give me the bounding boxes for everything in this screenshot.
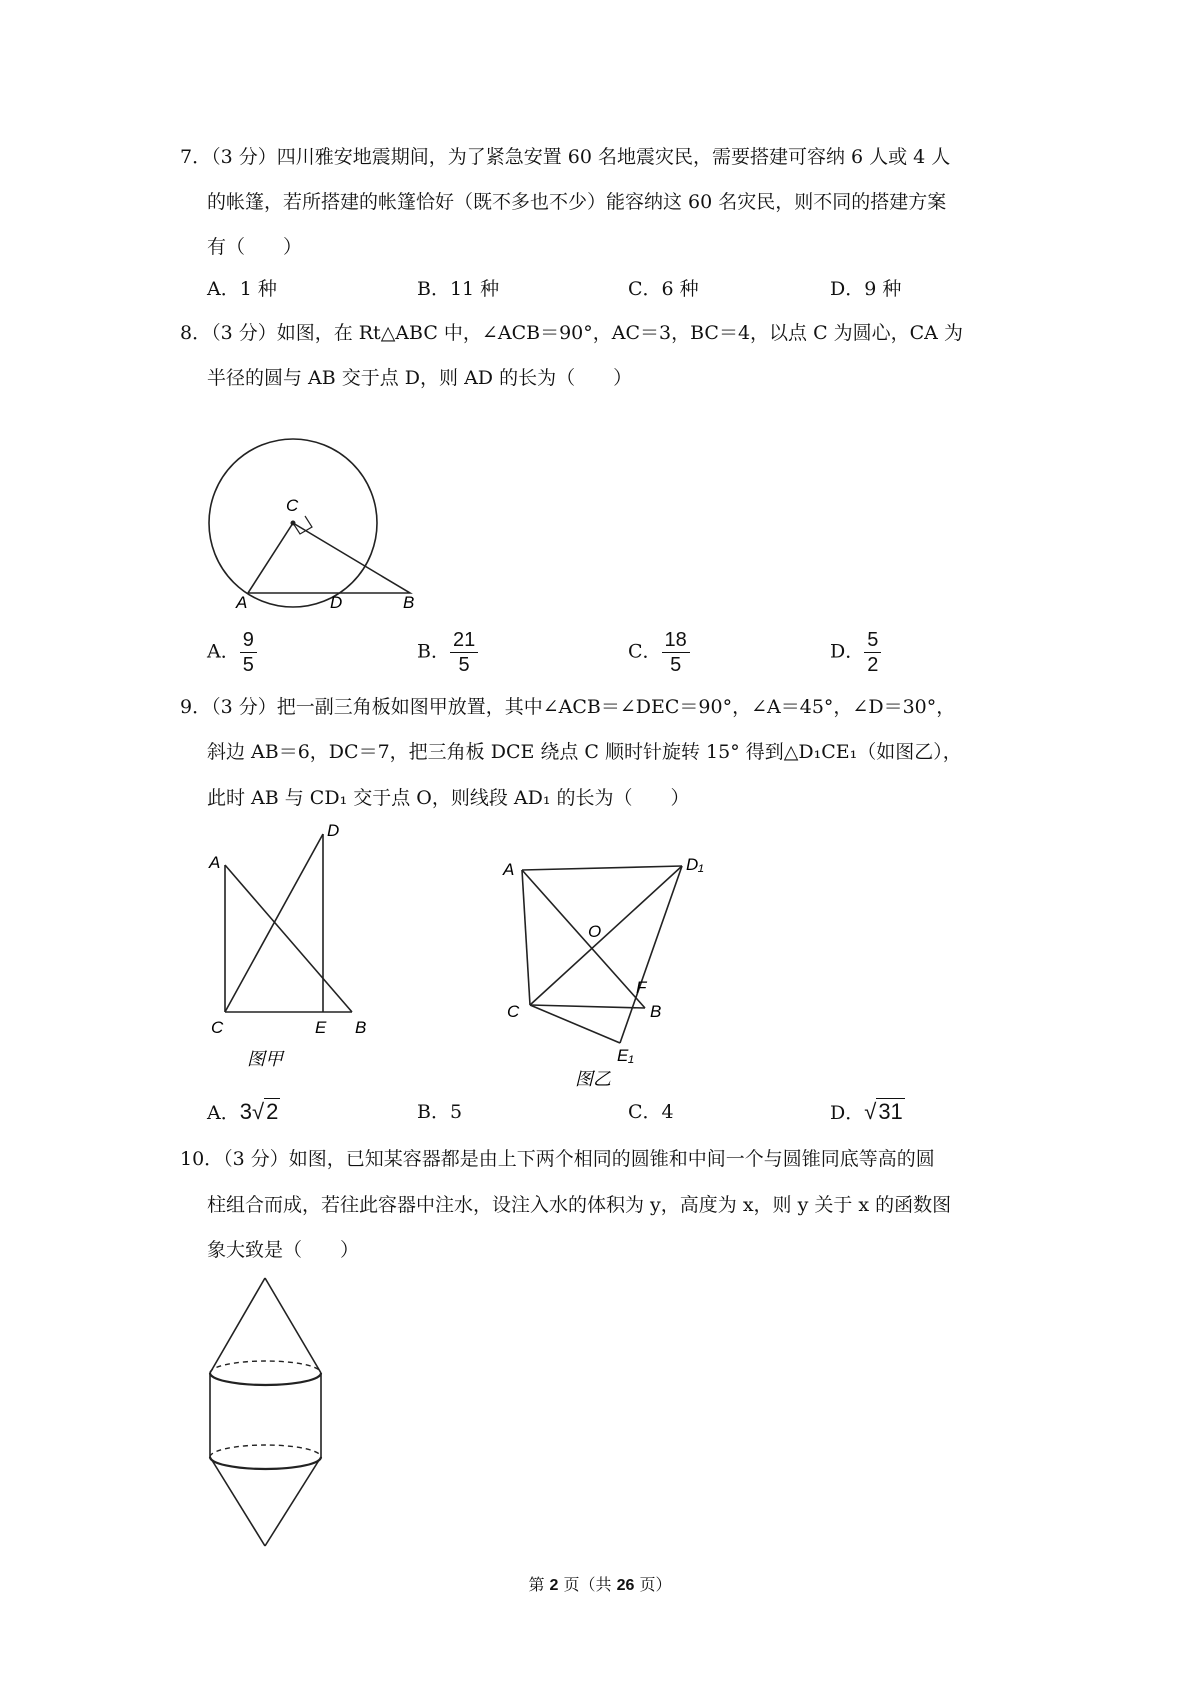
q9-jia-label-e: E [315, 1018, 327, 1037]
q9-line-1: 9．（3 分）把一副三角板如图甲放置，其中∠ACB＝∠DEC＝90°，∠A＝45°，∠D＝30°， [180, 696, 956, 718]
q9-option-a-radical: 3√2 [239, 1099, 279, 1124]
q8-option-a-letter: A． [207, 640, 240, 663]
q9-jia-label-a: A [209, 853, 221, 872]
q10-line-2: 柱组合而成，若往此容器中注水，设注入水的体积为 y，高度为 x，则 y 关于 x 的函数图 [207, 1194, 952, 1216]
q9-option-c[interactable]: C．4 [628, 1101, 674, 1123]
q9-figure-jia [205, 822, 405, 1077]
q8-option-c[interactable] [628, 628, 690, 677]
q9-yi-caption: 图乙 [575, 1069, 611, 1089]
q8-option-d-fraction: $\frac{5}{2}$ [864, 628, 881, 677]
q9-option-d-letter: D． [830, 1102, 865, 1124]
q9-option-a[interactable] [207, 1100, 280, 1125]
q9-jia-label-c: C [211, 1018, 224, 1037]
q7-line-1: 7．（3 分）四川雅安地震期间，为了紧急安置 60 名地震灾民，需要搭建可容纳 6 人或 4 人 [180, 146, 951, 168]
q7-option-b[interactable]: B．11 种 [417, 278, 500, 300]
q9-jia-label-d: D [327, 821, 340, 840]
q9-option-d-radical: √31 [864, 1099, 903, 1124]
q7-option-d[interactable]: D．9 种 [830, 278, 902, 300]
q9-figure-yi [495, 845, 735, 1090]
q8-triangle [248, 523, 410, 593]
q8-line-1: 8．（3 分）如图，在 Rt△ABC 中，∠ACB＝90°，AC＝3，BC＝4，以点 C 为圆心，CA 为 [180, 322, 963, 344]
q7-option-a[interactable]: A．1 种 [207, 278, 277, 300]
q9-option-b[interactable]: B．5 [417, 1101, 463, 1123]
q9-yi-label-f: F [636, 978, 647, 997]
q9-line-2: 斜边 AB＝6，DC＝7，把三角板 DCE 绕点 C 顺时针旋转 15° 得到△D₁CE₁（如图乙）， [207, 741, 962, 763]
q9-yi-label-o: O [588, 922, 602, 941]
q8-label-a: A [236, 593, 248, 612]
q8-label-b: B [403, 593, 415, 612]
q7-line-2: 的帐篷，若所搭建的帐篷恰好（既不多也不少）能容纳这 60 名灾民，则不同的搭建方案 [207, 191, 947, 213]
q10-line-1: 10．（3 分）如图，已知某容器都是由上下两个相同的圆锥和中间一个与圆锥同底等高的圆 [180, 1148, 935, 1170]
q9-line-3: 此时 AB 与 CD₁ 交于点 O，则线段 AD₁ 的长为（ ） [207, 787, 690, 809]
q9-yi-label-c: C [507, 1002, 520, 1021]
q9-yi-label-a: A [503, 860, 515, 879]
q8-option-b-fraction: $\frac{21}{5}$ [450, 628, 478, 677]
q7-option-c[interactable]: C．6 种 [628, 278, 699, 300]
q8-option-b[interactable] [417, 628, 478, 677]
q8-option-c-fraction: $\frac{18}{5}$ [662, 628, 690, 677]
q8-line-2: 半径的圆与 AB 交于点 D，则 AD 的长为（ ） [207, 367, 633, 389]
q8-figure [200, 420, 415, 615]
q8-option-c-letter: C． [628, 640, 662, 663]
q10-line-3: 象大致是（ ） [207, 1239, 360, 1261]
q9-yi-label-b: B [650, 1002, 662, 1021]
q8-label-d: D [330, 593, 343, 612]
q8-option-d[interactable] [830, 628, 881, 677]
q8-option-b-letter: B． [417, 640, 450, 663]
page-footer: 第 2 页（共 26 页） [528, 1575, 672, 1594]
q8-option-a-fraction: $\frac{9}{5}$ [240, 628, 257, 677]
q8-option-d-letter: D． [830, 640, 865, 663]
q9-option-d[interactable] [830, 1100, 905, 1125]
q8-label-c: C [286, 496, 299, 515]
current-page-number: 2 [549, 1577, 559, 1594]
q7-line-3: 有（ ） [207, 236, 303, 258]
q9-option-a-letter: A． [207, 1102, 240, 1124]
q9-jia-label-b: B [355, 1018, 367, 1037]
q9-yi-label-e1: E₁ [617, 1046, 634, 1065]
total-page-count: 26 [616, 1577, 635, 1594]
q8-option-a[interactable] [207, 628, 257, 677]
q9-jia-caption: 图甲 [247, 1049, 283, 1069]
q10-container-figure [200, 1270, 340, 1550]
q9-yi-label-d1: D₁ [686, 855, 704, 874]
